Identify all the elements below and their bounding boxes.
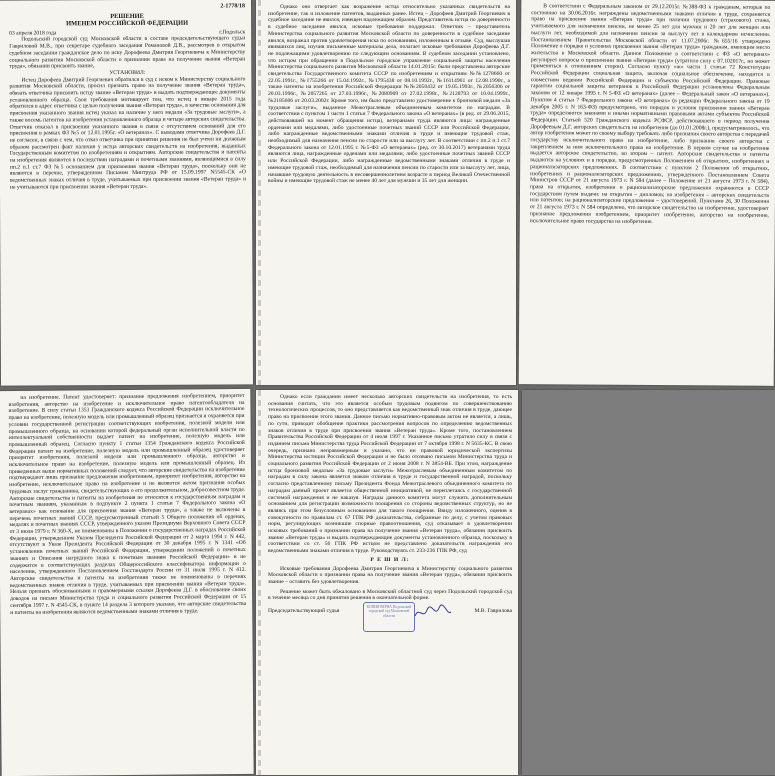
binding-edge [258, 390, 261, 775]
page2-body: Однако оно отвергает как возражение истца относительно указанных свидетельств на изобретение, так и изложение патентов, выданных ранее. Истец – Дорофеев Дмитрий Георгиевич в судебное заседание не явился, извещен надлежащим образом. Представитель истца по доверенности в судебное заседание явился, исковые требования поддержал. Ответчик – представитель Министерства социального развития Московской области по доверенности в судебное заседание явился, возражал против удовлетворения иска по основаниям, изложенным в отзыве. Суд, выслушав явившихся лиц, изучив письменные материалы дела, полагает исковые требования Дорофеева Д.Г. не подлежащими удовлетворению по следующим основаниям. В судебном заседании установлено, что истцом при обращении в Подольское городское управление социальной защиты населения Министерства социального развития Московской области 14.01.2015г. были представлены авторские свидетельства Государственного комитета СССР по изобретениям и открытиям №№1278660 от 22.05.1991г., №1755266 от 15.04.1992г., №1795438 от 08.10.1992г., №16114961 от 12.08.1990г., а также патенты на изобретения Российской Федерации №№2050432 от 19.05.1993г., №2056306 от 20.03.1996г., №2057265 от 27.03.1996г., №2080909 от 27.02.1998г., №2128793 от 10.04.1999г., №2185606 от 20.03.2002г. Кроме того, им было представлено удостоверение к бронзовой медали «За трудовые заслуги», выданное Межотраслевым объединенным комитетом по наградам. В соответствии с пунктом 1 части 1 статьи 7 Федерального закона «О ветеранах» (в ред. от 29.06.2015, действовавшей на момент обращения истца), ветеранами труда являются лица: награжденные орденами или медалями, либо удостоенные почетных званий СССР или Российской Федерации, либо награжденные ведомственными знаками отличия в труде и имеющие трудовой стаж, необходимый для назначения пенсии по старости или за выслугу лет. В соответствии с пп.2 п.1 ст.7 Федерального закона от 12.01.1995 г. №5-ФЗ «О ветеранах» (ред. от 30.10.2017) ветеранами труда являются лица, награжденные орденами или медалями, либо удостоенные почетных званий СССР или Российской Федерации, либо награжденные ведомственными знаками отличия в труде и имеющие трудовой стаж, необходимый для назначения пенсии по старости или за выслугу лет, лица, начавшие трудовую деятельность в несовершеннолетнем возрасте в период Великой Отечественной войны и имеющие трудовой стаж не менее 40 лет для мужчин и 35 лет для женщин. [268, 4, 510, 185]
signature-block [268, 605, 512, 618]
appeal-paragraph: Решение может быть обжаловано в Московский областной суд через Подольский городской суд в течение месяца со дня принятия решения в окончательной форме. [268, 588, 512, 602]
judge-name: М.В. Гаврилова [474, 608, 512, 615]
document-page-1 [0, 0, 253, 386]
reshil-heading: Р Е Ш И Л: [370, 556, 410, 563]
handwritten-signature [413, 604, 453, 622]
page3-body: В соответствии с Федеральным законом от 29.12.2015г. №388-ФЗ к гражданам, которые по состоянию на 30.06.2016г. награждены ведомственными знаками отличия в труде, сохраняется право на присвоение звания «Ветеран труда» при наличии трудового (страхового) стажа, учитываемого для назначения пенсии, не менее 25 лет для мужчин и 20 лет для женщин или выслуги лет, необходимой для назначения пенсии за выслугу лет в календарном исчислении. Постановлением Правительства Московской области от 11.07.2006г. №655/16 утверждено Положение о порядке и условиях присвоения звания «Ветеран труда» гражданам, имеющим место жительства в Московской области. Данное Положение в соответствии с ФЗ «О ветеранах» регулирует вопросы о присвоении звания «Ветеран труда» (утратило силу с 07.102017г., но может применяться к отношениям сторон). Согласно пункту «ж» части 1 статьи 72 Конституции Российской Федерации социальная защита, включая социальное обеспечение, находится в совместном ведении Российской Федерации и субъектов Российской Федерации. Правовые гарантии социальной защиты ветеранов в Российской Федерации установлены Федеральным законом от 12 января 1995 г. N 5-ФЗ «О ветеранах» (далее – Федеральный закон «О ветеранах»). Пунктом 4 статьи 7 Федерального закона «О ветеранах» (в редакции Федерального закона от 19 декабря 2005 г. N 163-ФЗ) предусмотрено, что порядок и условия присвоения звания «Ветеран труда» определяются законами и иными нормативными правовыми актами субъектов Российской Федерации. Статьей 520 Гражданского кодекса РСФСР, действовавшего в период получения Дорофеевым Д.Г. авторских свидетельств на изобретения (до 01.01.2008г.), предусматривалось, что автор изобретения может по своему выбору требовать либо признания своего авторства с передачей государству исключительного права на изобретение, либо признания своего авторства с закреплением за ним исключительного права на изобретение. В первом случае на изобретение выдается авторское свидетельство, во втором – патент. Авторские свидетельства и патенты выдаются на условиях и в порядке, предусмотренных Положением об открытиях, изобретениях и рационализаторских предложениях. В соответствии с пунктом 2 Положения об открытиях, изобретениях и рационализаторских предложениях, утвержденного Постановлением Совета Министров СССР от 21 августа 1973 г. N 584 (далее – Положение от 21 августа 1973 г. N 584), права на открытия, изобретения и рационализаторские предложения охраняются в СССР государством путем выдачи: на открытия – дипломов; на изобретения – авторских свидетельств или патентов; на рационализаторские предложения – удостоверений. Пунктами 26, 30 Положения от 21 августа 1973 г. N 584 определено, что авторское свидетельство на изобретение, удостоверяет признание предложения изобретением, приоритет изобретения, авторство на изобретение, исключительное право государства на изобретение. [529, 3, 771, 225]
court-stamp [363, 602, 415, 632]
resolution-paragraph: Исковые требования Дорофеева Дмитрия Георгиевича к Министерству социального развития Московской области о признании права на получение звания «Ветеран труда», обязании присвоить звание – оставить без удовлетворения. [268, 565, 512, 585]
decision-title: РЕШЕНИЕ [110, 12, 144, 20]
document-page-3 [519, 0, 775, 386]
page5-body: Однако если гражданин имеет несколько авторских свидетельств на изобретения, то есть основания считать, что это является особым трудовым подвигом по совершенствованию технологических процессов, то оно представляется как ведомственный знак отличия в труде, дающее право на присвоение этого звания. Данное письмо нормативно-правовым актом не является, а лишь, по сути, приводит обобщение практики рассмотрения вопросов по определению ведомственных знаков отличия в труде при присвоении звания «Ветеран труда». Кроме того, постановлением Правительства Российской Федерации от 4 июля 1997 г. Указанное письмо утратило силу в связи с изданием письма Министерства труда Российской Федерации от 7 октября 1998 г. N 5635-КС. В свою очередь, признано неправомерным и указано, что ни правовой юридической экспертизы Министерства юстиции Российской Федерации и не было отозвано письмом Министерства труда и социального развития Российской Федерации от 2 июня 2008 г. N 3854-ВБ. При этом, награждение истца бронзовой медалью «За трудовые заслуги» Межотраслевым объединенным комитетом по наградам в силу закона является знаком отличия в труде и государственной наградой, поскольку согласно представленному письму Президента Фонда Межотраслевого объединенного комитета по наградам данный проект является общественной инициативой, не переплетаясь с государственной системой награждения и не наказуя. Награды данного комитета могут служить дополнительным основанием для регистрации возможности поощрения со стороны ведомственных структур, но не являясь при этом безусловным основанием для такого поощрения. Ввиду изложенного, оценив в совокупности по правилам ст. 67 ГПК РФ доказательства, собранные по делу, с учетом правовых норм, регулирующих возникшие спорные правоотношения, суд отказывает в удовлетворении исковых требований о признании права на получение звания «Ветеран труда», обязании присвоить звание «Ветеран труда» и выдать подтверждающие документы установленного образца, поскольку в соответствии со ст. 56 ГПК РФ истцом не представлено доказательств награждения его ведомственными знаками отличия в труде. Руководствуясь ст. 233-236 ГПК РФ, суд [268, 394, 512, 555]
decision-subtitle: ИМЕНЕМ РОССИЙСКОЙ ФЕДЕРАЦИИ [66, 19, 189, 28]
judge-label: Председательствующий судья [268, 608, 340, 615]
ustanovil-heading: УСТАНОВИЛ: [109, 69, 146, 77]
document-page-2 [256, 0, 516, 385]
page1-body: Истец Дорофеев Дмитрий Георгиевич обратился в суд с иском к Министерству социального развития Московской области, просил признать право на получение звания «Ветеран труда», обязать ответчика присвоить истцу звание «Ветеран труда» и выдать подтверждающее документы установленного образца. Свои требования мотивирует тем, что истец в январе 2015 года обратился в адрес ответчика с целью получения звания «Ветеран труда», в качестве основания для присвоения указанного звания истец указал на наличие у него медали «За трудовые заслуги», а также восемь патентов на изобретения установленного образца и четыре авторских свидетельства. Ответчик отказал в присвоении указанного звания в связи с отсутствием оснований для его присвоения в рамках ФЗ №5 от 12.01.1995г. «О ветеранах». С выводами ответчика Дорофеев Д.Г. не согласен, в связи с чем, что отказ ответчика при принятии решения не был учтен ни должным образом рассмотрен факт наличия у истца авторских свидетельств на изобретения, выданных Государственным комитетом по изобретениям и открытиям. Авторские свидетельства и патенты на изобретения являются в последствии наградами и почетными званиями, являющимися в силу пп.2 п.1 ст.7 ФЗ №5 основанием для присвоения звания «Ветеран труда», поскольку они не являются в перечне, утвержденном Письмом Минтруда РФ от 15.09.1997 N5545-СК «О ведомственных знаках отличия в труде, учитываемых при присвоении звания «Ветеран труда» и не учитываются при присвоении звания «Ветеран труда». [9, 75, 246, 191]
page4-body: на изобретение. Патент удостоверяет: признание предложения изобретением, приоритет изобретения, авторство на изобретение и исключительное право патентообладателя на изобретение. В силу статьи 1353 Гражданского кодекса Российской Федерации исключительное право на изобретение, полезную модель или промышленный образец признается и охраняется при условии государственной регистрации соответствующих изобретения, полезной модели или промышленного образца, на основании которой федеральный орган исполнительной власти по интеллектуальной собственности выдает патент на изобретение, полезную модель или промышленный образец. Согласно пункту 1 статьи 1354 Гражданского кодекса Российской Федерации патент на изобретение, полезную модель или промышленный образец удостоверяет приоритет изобретения, полезной модели или промышленного образца, авторство и исключительное право на изобретение, полезную модель или промышленный образец. Из приведенных выше нормативных положений следует, что авторские свидетельства на изобретение подтверждают лишь признание предложения изобретением, приоритет изобретения, авторство на изобретение, исключительное право на изобретение и не являются актом признания особых трудовых заслуг гражданина, свидетельствующих о его продолжительном, добросовестном труде. Авторские свидетельства и патенты на изобретения не относятся к государственным наградам и почетным званиям, указанным в подпункте 2 пункта 1 статьи 7 Федерального закона «О ветеранах» как основание для присвоения звания «Ветеран труда», а также не включены в перечень почетных званий СССР, предусмотренный статьей 5 Общего положения об орденах, медалях и почетных званиях СССР, утвержденного указом Президиума Верховного Совета СССР от 3 июля 1979 г. N 360-X, не поименованы в Положении о государственных наградах Российской Федерации, утвержденном Указом Президента Российской Федерации от 2 марта 1994 г. N 442, отсутствуют в Указе Президента Российской Федерации от 30 декабря 1995 г. N 1341 «Об установлении почетных званий Российской Федерации, утверждении положений о почетных званиях и Описания нагрудного знака к почетным званиям Российской Федерации» и не содержатся в соответствующих разделах Общероссийского классификатора информации о населении, утвержденного Постановлением Госстандарта России от 31 июля 1995 г. N 412. Авторские свидетельства и патенты на изобретения также не поименованы в перечнях ведомственных знаков отличия в труде, учитываемых при присвоении звания «Ветеран труда». Нельзя признать обоснованными и правомерными ссылки Дорофеева Д.Г. в обоснование своих доводов на письмо Министерства труда и социального развития Российской Федерации от 15 сентября 1997 г. N 4545-СК, в пункте 14 раздела 3 которого указано, что авторские свидетельства и патенты на изобретения являются ведомственными знаками отличия в труде. [8, 392, 247, 616]
document-page-4 [0, 389, 254, 776]
case-number: 2-1778/18 [220, 3, 246, 10]
decision-city: г.Подольск [219, 29, 246, 36]
stamp-text: КОПИЯ ВЕРНА Подольский городской суд Московской области [366, 605, 412, 618]
decision-date: 03 апреля 2018 года [9, 30, 57, 37]
empty-area [522, 390, 775, 775]
document-page-5 [256, 390, 518, 775]
binding-edge [258, 0, 261, 385]
intro-paragraph: Подольский городской суд Московской области в составе председательствующего судьи Гавриловой М.В., при секретаре судебного заседания Романовой Д.В., рассмотрев в открытом судебном заседании гражданское дело по иску Дорофеева Дмитрия Георгиевича к Министерству социального развития Московской области о признании права на получение звания «Ветеран труда», обязании присвоить звание, [9, 35, 246, 70]
